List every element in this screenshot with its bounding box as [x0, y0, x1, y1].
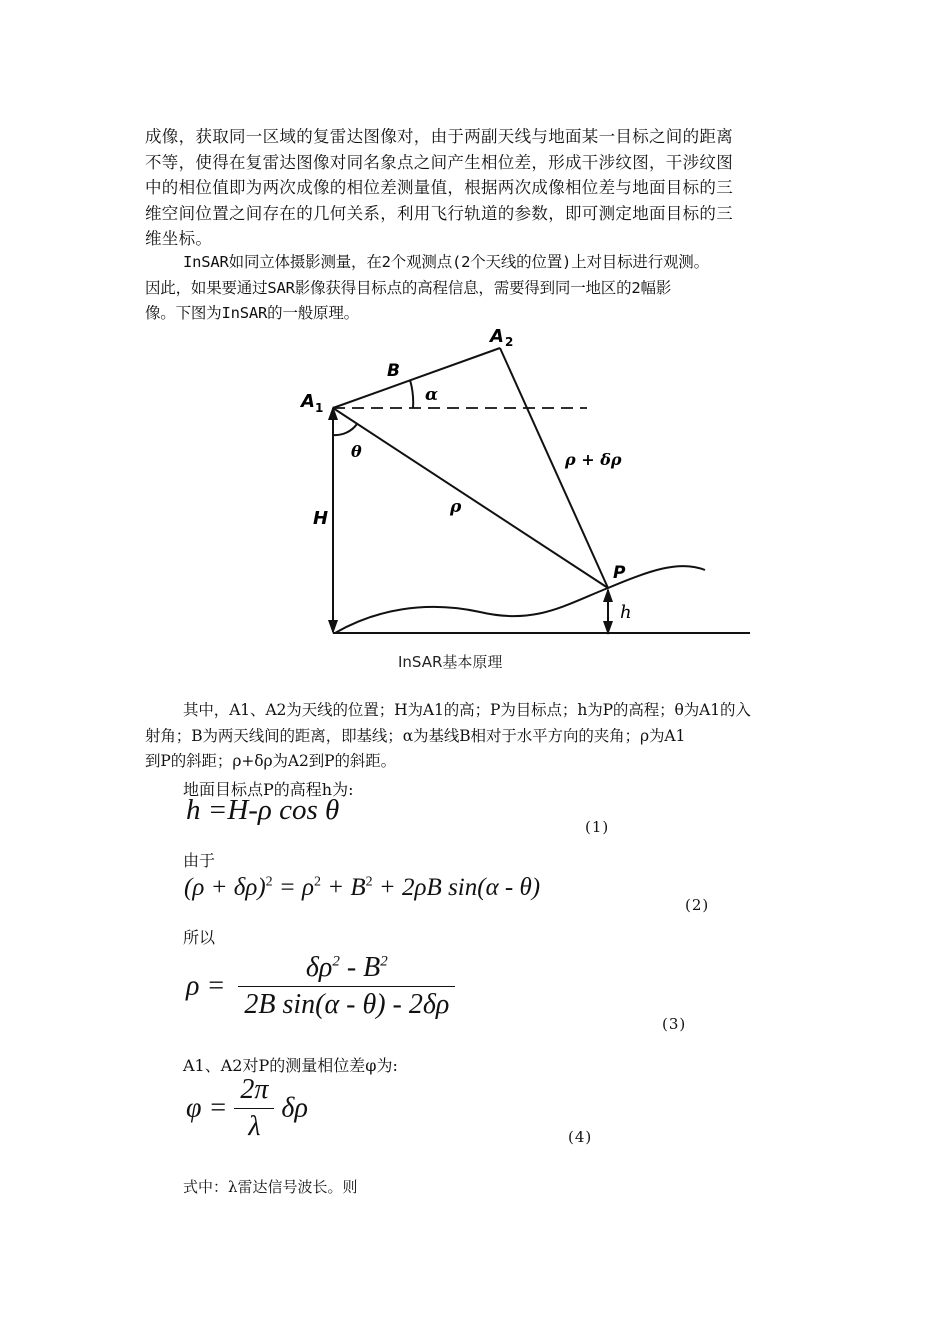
- equation-4-number: (4): [568, 1128, 593, 1146]
- label-theta: θ: [351, 442, 362, 461]
- label-alpha: α: [425, 385, 439, 405]
- insar-line: InSAR如同立体摄影测量，在2个观测点(2个天线的位置)上对目标进行观测。: [183, 253, 709, 271]
- label-a2: A: [490, 326, 504, 347]
- height-intro: 地面目标点P的高程h为:: [183, 780, 354, 799]
- figure-caption: InSAR基本原理: [398, 653, 503, 671]
- equation-3-lhs: ρ =: [186, 970, 226, 1002]
- equation-3-numerator: [238, 952, 455, 987]
- equation-2-rhs-c: + 2ρB sin(α - θ): [372, 874, 541, 901]
- label-baseline: B: [387, 361, 400, 381]
- insar-paragraph: [145, 250, 825, 327]
- phase-intro: A1、A2对P的测量相位差φ为:: [183, 1056, 398, 1075]
- label-height-lower: h: [620, 602, 632, 623]
- intro-line: 成像，获取同一区域的复雷达图像对，由于两副天线与地面某一目标之间的距离: [145, 127, 733, 146]
- intro-line: 不等，使得在复雷达图像对同名象点之间产生相位差，形成干涉纹图，干涉纹图: [145, 152, 733, 172]
- equation-3-number: (3): [662, 1015, 687, 1033]
- equation-3-num-b: - B: [339, 952, 381, 983]
- equation-3-num-exp2: 2: [380, 953, 388, 970]
- insar-line: 像。下图为InSAR的一般原理。: [145, 304, 359, 322]
- equation-4-lhs: φ =: [186, 1092, 228, 1124]
- equation-4-tail: δρ: [281, 1092, 308, 1124]
- definition-line: 射角；B为两天线间的距离，即基线；α为基线B相对于水平方向的夹角；ρ为A1: [145, 726, 686, 745]
- equation-1: [186, 794, 339, 827]
- label-target-p: P: [613, 563, 626, 583]
- equation-4-denominator: λ: [248, 1111, 261, 1142]
- equation-3-num-a: δρ: [305, 952, 333, 983]
- label-a2-sub: 2: [505, 335, 514, 349]
- equation-2-exp: 2: [265, 874, 273, 890]
- equation-2: [184, 874, 540, 902]
- equation-4-fraction: [234, 1074, 274, 1143]
- label-a1-sub: 1: [315, 401, 324, 415]
- equation-2-rhs-a: = ρ: [272, 874, 315, 901]
- label-a1: A: [301, 391, 315, 412]
- label-rho-delta: ρ + δρ: [565, 450, 622, 469]
- label-rho: ρ: [450, 497, 462, 517]
- equation-2-exp-b: 2: [314, 874, 322, 890]
- definitions-paragraph: [145, 698, 825, 775]
- equation-2-exp-c: 2: [365, 874, 373, 890]
- equation-1-number: (1): [585, 818, 610, 836]
- equation-2-rhs-b: + B: [321, 874, 366, 901]
- equation-3: [186, 952, 455, 1021]
- label-height-upper: H: [313, 508, 329, 529]
- intro-paragraph: [145, 124, 825, 252]
- equation-3-denominator: 2B sin(α - θ) - 2δρ: [244, 989, 450, 1020]
- equation-2-number: (2): [685, 896, 710, 914]
- therefore-label: 所以: [183, 928, 216, 947]
- equation-4-numerator: 2π: [234, 1074, 274, 1109]
- equation-3-num-exp1: 2: [332, 953, 340, 970]
- equation-1-body: h =H-ρ cos θ: [186, 794, 340, 826]
- equation-2-lhs: (ρ + δρ): [184, 874, 266, 901]
- definition-line: 其中，A1、A2为天线的位置；H为A1的高；P为目标点；h为P的高程；θ为A1的入: [183, 701, 751, 719]
- intro-line: 中的相位值即为两次成像的相位差测量值，根据两次成像相位差与地面目标的三: [145, 178, 733, 197]
- insar-line: 因此，如果要通过SAR影像获得目标点的高程信息，需要得到同一地区的2幅影: [145, 278, 672, 297]
- definition-line: 到P的斜距；ρ+δρ为A2到P的斜距。: [145, 752, 397, 770]
- intro-line: 维坐标。: [145, 229, 213, 248]
- equation-3-fraction: [238, 952, 455, 1021]
- lambda-line: 式中：λ雷达信号波长。则: [183, 1178, 358, 1196]
- insar-diagram: [295, 320, 765, 680]
- equation-4: [186, 1074, 308, 1143]
- intro-line: 维空间位置之间存在的几何关系，利用飞行轨道的参数，即可测定地面目标的三: [145, 203, 733, 223]
- because-label: 由于: [183, 851, 216, 870]
